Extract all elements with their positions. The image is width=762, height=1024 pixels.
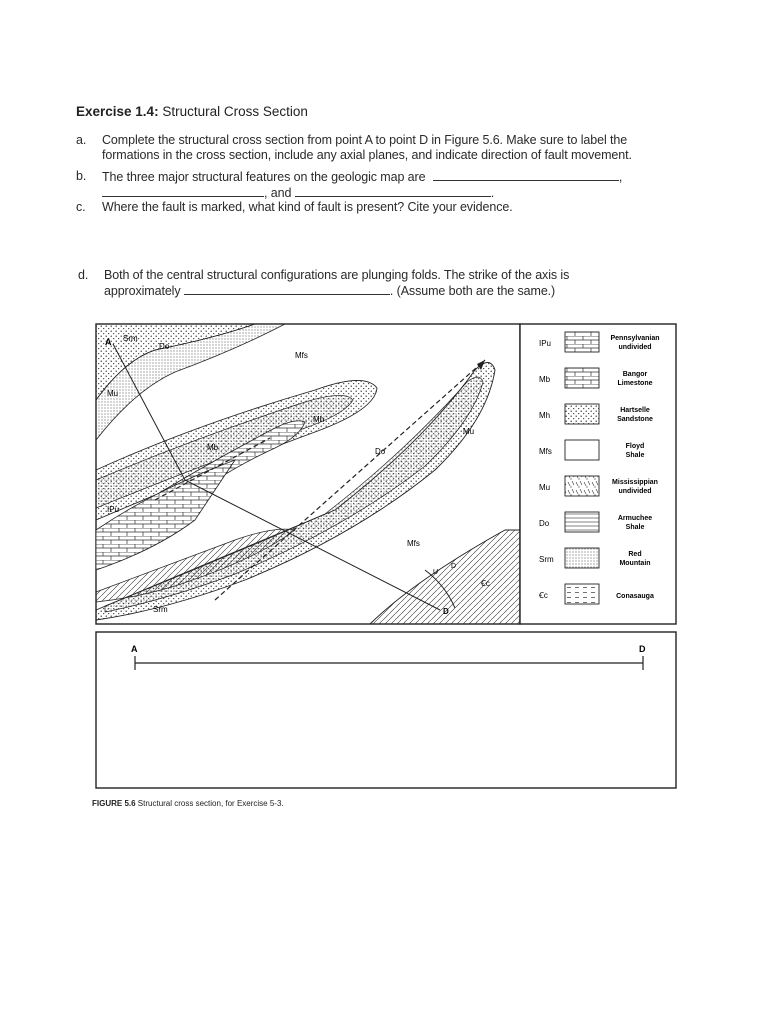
legend-swatch xyxy=(565,404,599,424)
label-mfs-top: Mfs xyxy=(295,351,308,360)
label-d-point: D xyxy=(443,607,449,616)
legend-symbol: Mb xyxy=(539,375,551,384)
question-d-line1: Both of the central structural configurations are plunging folds. The strike of the axis is xyxy=(104,268,570,282)
label-mh: Mh xyxy=(313,415,325,424)
legend-swatch xyxy=(565,584,599,604)
cross-section-label-d: D xyxy=(639,644,646,654)
figure-caption-text: Structural cross section, for Exercise 5-3. xyxy=(135,799,284,808)
label-fault-u: U xyxy=(433,569,439,576)
geologic-map-svg xyxy=(95,320,677,790)
answer-b-blank-2[interactable] xyxy=(102,185,264,197)
question-c-line1: Where the fault is marked, what kind of fault is present? Cite your evidence. xyxy=(102,200,513,214)
legend-name: Conasauga xyxy=(616,593,654,600)
question-b-comma-2: , xyxy=(264,186,268,200)
label-mfs-bottom: Mfs xyxy=(407,539,420,548)
legend-symbol: Mh xyxy=(539,411,551,420)
label-ec: Ꞓc xyxy=(481,579,490,588)
legend-name: Armuchee xyxy=(617,515,653,522)
question-a-line2: formations in the cross section, include any axial planes, and indicate direction of fault movement. xyxy=(102,148,632,162)
legend-symbol: Mfs xyxy=(539,447,552,456)
question-b-text: The three major structural features on the geologic map are xyxy=(102,170,426,184)
question-d-approx: approximately xyxy=(104,284,181,298)
exercise-title-number: Exercise 1.4: xyxy=(76,104,159,119)
legend-name: Floyd xyxy=(625,443,645,450)
question-b-comma: , xyxy=(618,170,623,184)
question-a-label: a. xyxy=(76,133,87,147)
legend-name-sub: Shale xyxy=(625,452,645,459)
legend-name: Mississippian xyxy=(612,479,658,486)
label-mu-left: Mu xyxy=(107,389,119,398)
figure-caption xyxy=(92,799,284,808)
question-c xyxy=(76,200,513,215)
legend-symbol: Ꞓc xyxy=(539,591,548,600)
label-a-point: A xyxy=(105,337,112,347)
legend-symbol: Srm xyxy=(539,555,554,564)
label-mb: Mb xyxy=(207,443,219,452)
legend-symbol: Do xyxy=(539,519,550,528)
legend-name: Red xyxy=(628,551,642,558)
question-b xyxy=(76,169,642,201)
label-do-top: Do xyxy=(159,342,170,351)
legend-name-sub: Limestone xyxy=(617,380,653,387)
exercise-title xyxy=(76,104,308,119)
legend-name-sub: undivided xyxy=(618,488,652,495)
legend-name: Pennsylvanian xyxy=(610,335,660,342)
label-fault-d: D xyxy=(451,563,457,570)
label-srm-top: Srm xyxy=(123,334,138,343)
label-mu-right: Mu xyxy=(463,427,475,436)
cross-section-label-a: A xyxy=(131,644,138,654)
question-b-label: b. xyxy=(76,169,87,183)
exercise-title-text: Structural Cross Section xyxy=(158,104,308,119)
legend-swatch xyxy=(565,440,599,460)
answer-b-blank-3[interactable] xyxy=(295,185,491,197)
legend-name: Hartselle xyxy=(620,407,650,414)
legend-name-sub: Shale xyxy=(625,524,645,531)
question-b-and: and xyxy=(270,186,292,200)
figure-5-6 xyxy=(95,320,677,790)
legend-name: Bangor xyxy=(622,371,648,378)
legend-swatch xyxy=(565,476,599,496)
question-a-line1: Complete the structural cross section from point A to point D in Figure 5.6. Make sure to label the xyxy=(102,133,628,147)
legend-name-sub: undivided xyxy=(618,344,652,351)
label-ipu-left: IPu xyxy=(107,505,120,514)
legend-symbol: Mu xyxy=(539,483,551,492)
label-srm-bottom: Srm xyxy=(153,605,168,614)
question-c-label: c. xyxy=(76,200,86,214)
question-b-period: . xyxy=(490,186,495,200)
question-a xyxy=(76,133,632,163)
cross-section-box[interactable] xyxy=(96,632,676,788)
question-d-end: . (Assume both are the same.) xyxy=(389,284,556,298)
legend-name-sub: Sandstone xyxy=(617,416,653,423)
answer-b-blank-1[interactable] xyxy=(433,169,619,181)
legend-swatch xyxy=(565,332,599,352)
label-do-mid: Do xyxy=(375,447,386,456)
legend-swatch xyxy=(565,368,599,388)
figure-caption-number: FIGURE 5.6 xyxy=(92,799,136,808)
legend-swatch xyxy=(565,512,599,532)
legend-name-sub: Mountain xyxy=(619,560,651,567)
legend-symbol: IPu xyxy=(539,339,552,348)
question-d xyxy=(78,268,644,299)
question-d-label: d. xyxy=(78,268,89,282)
legend-swatch xyxy=(565,548,599,568)
answer-d-blank[interactable] xyxy=(184,283,390,295)
